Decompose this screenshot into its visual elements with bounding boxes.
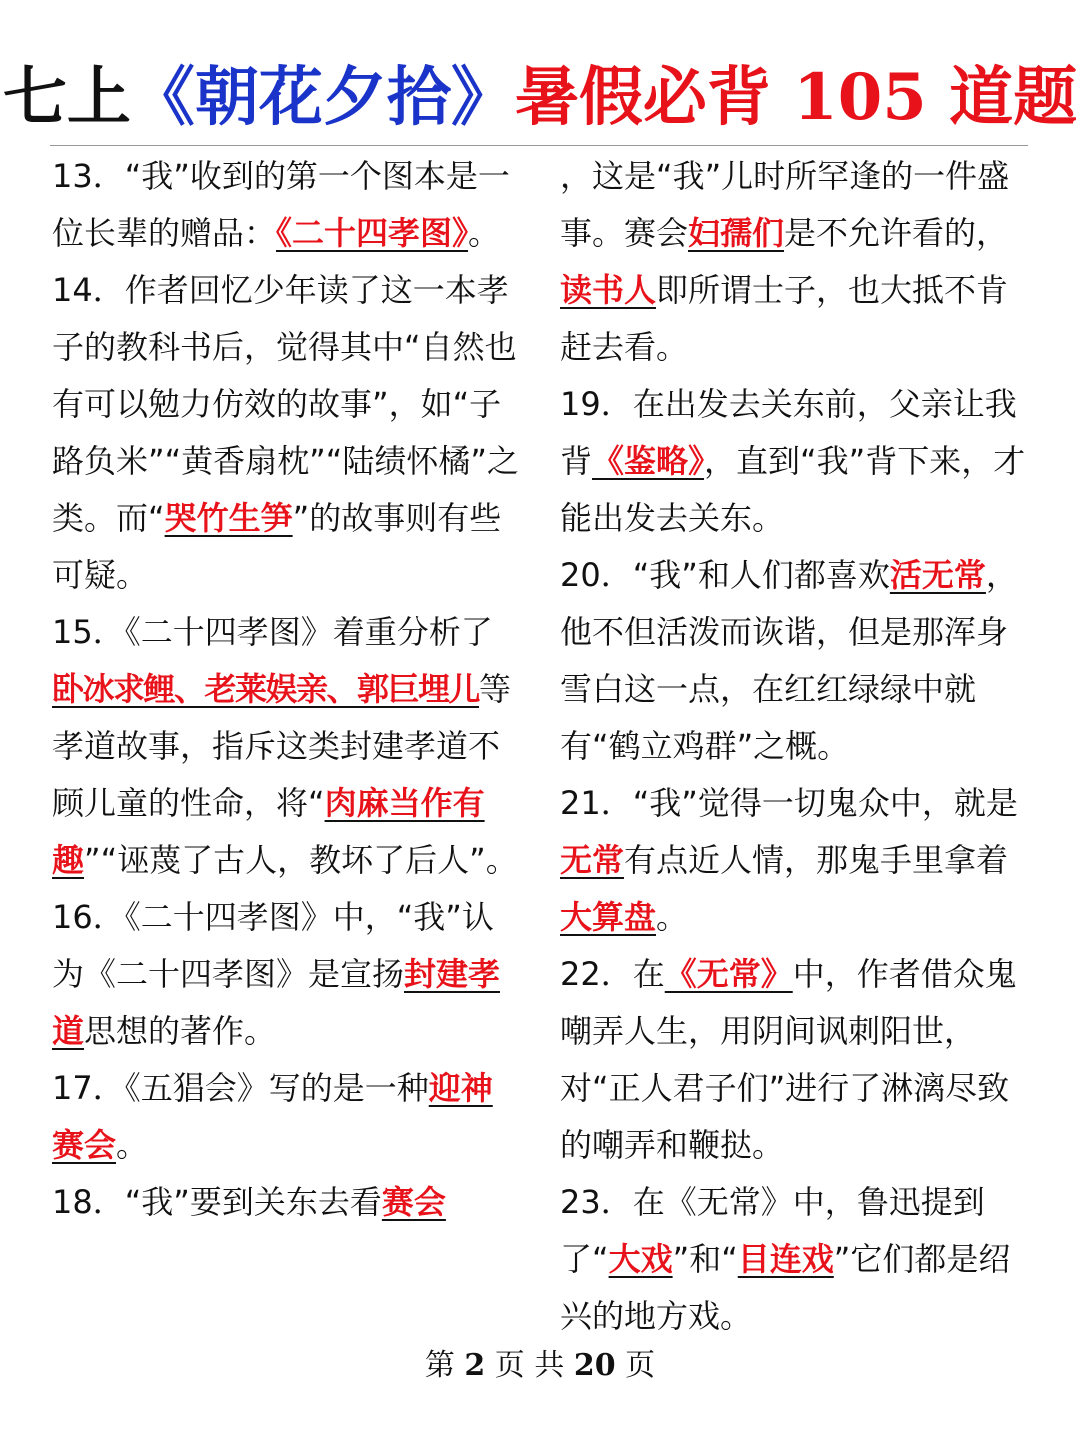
answer-highlight: 卧冰求鲤、老莱娱亲、郭巨埋儿 <box>52 670 480 708</box>
question-14: 14．作者回忆少年读了这一本孝子的教科书后，觉得其中“自然也有可以勉力仿效的故事”，如“子路负米”“黄香扇枕”“陆绩怀橘”之类。而“哭竹生笋”的故事则有些可疑。 <box>52 271 519 594</box>
question-17: 17．《五猖会》写的是一种迎神赛会。 <box>52 1069 493 1164</box>
question-16: 16．《二十四孝图》中，“我”认为《二十四孝图》是宣扬封建孝道思想的著作。 <box>52 898 501 1050</box>
answer-highlight: 活无常 <box>889 556 986 594</box>
answer-highlight: 封建孝道 <box>52 955 501 1050</box>
current-page-number: 2 <box>464 1348 486 1383</box>
question-21: 21．“我”觉得一切鬼众中，就是无常有点近人情，那鬼手里拿着大算盘。 <box>560 784 1018 936</box>
answer-highlight: 大算盘 <box>560 898 657 936</box>
answer-highlight: 无常 <box>560 841 625 879</box>
question-13: 13．“我”收到的第一个图本是一位长辈的赠品：《二十四孝图》。 <box>52 157 510 252</box>
question-23: 23．在《无常》中，鲁迅提到了“大戏”和“目连戏”它们都是绍兴的地方戏。 <box>560 1183 1011 1335</box>
answer-highlight: 肉麻当作有趣 <box>52 784 485 879</box>
question-20: 20．“我”和人们都喜欢活无常，他不但活泼而诙谐，但是那浑身雪白这一点，在红红绿绿中就有“鹤立鸡群”之概。 <box>560 556 1018 765</box>
title-subtitle: 暑假必背 105 道题 <box>514 60 1078 135</box>
question-18-part1: 18．“我”要到关东去看赛会 <box>52 1183 446 1221</box>
page-footer: 第 2 页 共 20 页 <box>424 1348 656 1383</box>
left-column <box>52 148 522 1231</box>
title-book: 《朝花夕拾》 <box>130 60 515 135</box>
title-divider <box>50 145 1028 146</box>
answer-highlight: 《无常》 <box>664 955 793 993</box>
total-page-number: 20 <box>573 1348 616 1383</box>
answer-highlight: 《二十四孝图》 <box>276 214 469 252</box>
answer-highlight: 目连戏 <box>737 1240 834 1278</box>
answer-highlight: 妇孺们 <box>688 214 785 252</box>
question-22: 22．在《无常》中，作者借众鬼嘲弄人生，用阴间讽刺阳世，对“正人君子们”进行了淋漓尽致的嘲弄和鞭挞。 <box>560 955 1017 1164</box>
right-column <box>560 148 1030 1345</box>
answer-highlight: 大戏 <box>608 1240 673 1278</box>
right-column-flow <box>560 148 1030 376</box>
answer-highlight: 《鉴略》 <box>592 442 705 480</box>
answer-highlight: 读书人 <box>560 271 657 309</box>
page-title <box>0 48 1080 148</box>
question-18-part2: ，这是“我”儿时所罕逢的一件盛事。赛会妇孺们是不允许看的，读书人即所谓士子，也大抵不肯赶去看。 <box>560 157 1010 366</box>
title-grade: 七上 <box>2 60 131 135</box>
answer-highlight: 迎神赛会 <box>52 1069 493 1164</box>
answer-highlight: 赛会 <box>381 1183 446 1221</box>
question-15: 15．《二十四孝图》着重分析了卧冰求鲤、老莱娱亲、郭巨埋儿等孝道故事，指斥这类封建孝道不顾儿童的性命，将“肉麻当作有趣”“诬蔑了古人，教坏了后人”。 <box>52 613 518 879</box>
answer-highlight: 哭竹生笋 <box>164 499 293 537</box>
question-19: 19．在出发去关东前，父亲让我背《鉴略》，直到“我”背下来，才能出发去关东。 <box>560 385 1026 537</box>
